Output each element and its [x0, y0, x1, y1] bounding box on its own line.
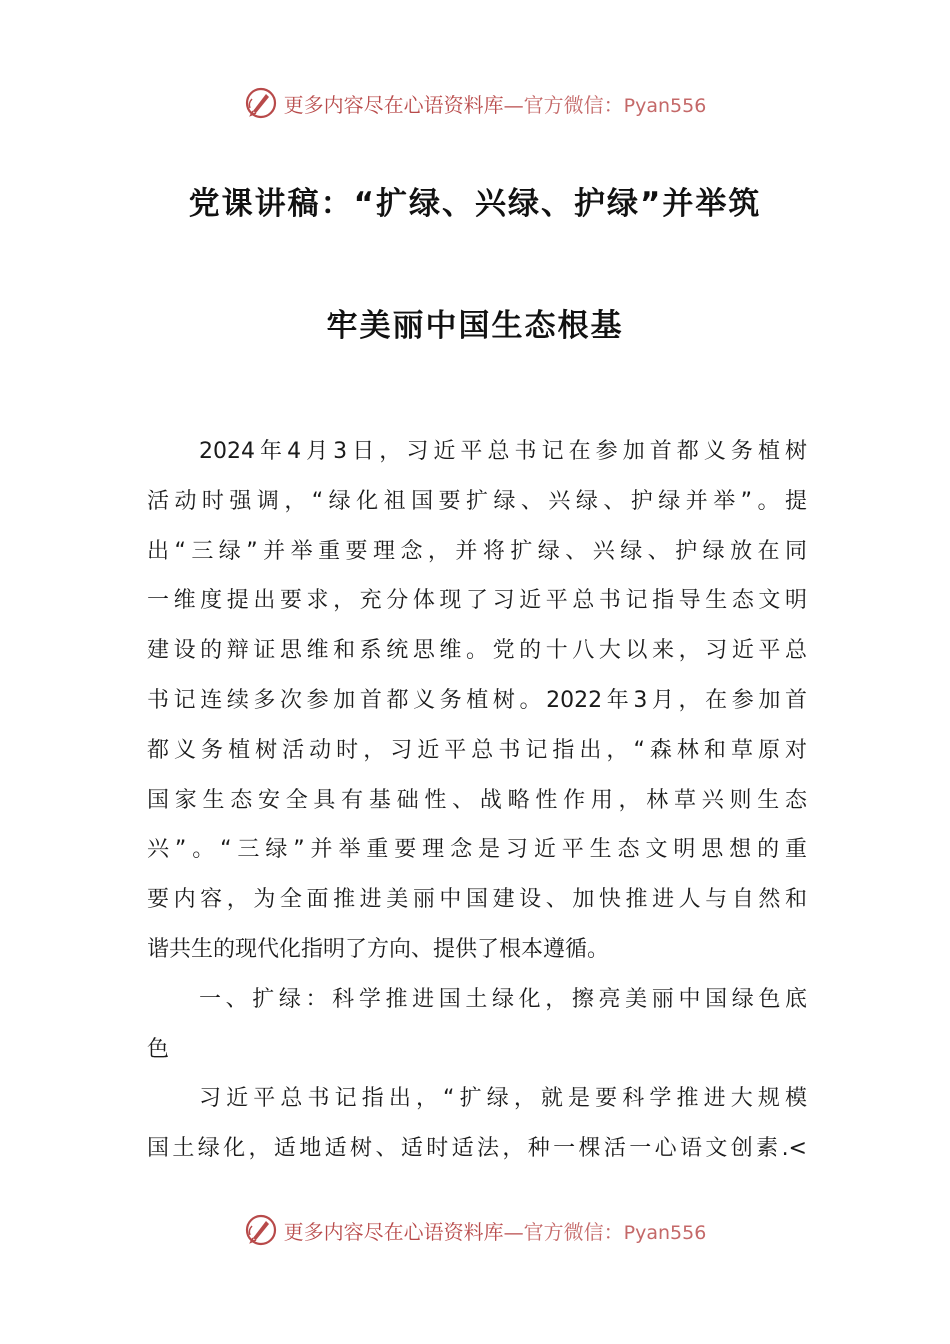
watermark-text [284, 1216, 707, 1245]
body-line: 要内容，为全面推进美丽中国建设、加快推进人与自然和 [147, 887, 807, 913]
document-title-line-2: 牢美丽中国生态根基 [326, 308, 624, 344]
watermark-wechat-id: Pyan556 [623, 94, 707, 117]
body-line: 兴”。“三绿”并举重要理念是习近平生态文明思想的重 [147, 837, 807, 863]
watermark-footer [0, 1210, 950, 1250]
watermark-brand: 更多内容尽在心语资料库 [283, 1219, 504, 1244]
section-heading-line: 色 [147, 1036, 170, 1062]
body-line: 都义务植树活动时，习近平总书记指出，“森林和草原对 [147, 737, 807, 763]
body-line: 建设的辩证思维和系统思维。党的十八大以来，习近平总 [147, 638, 807, 664]
body-line: 活动时强调，“绿化祖国要扩绿、兴绿、护绿并举”。提 [147, 488, 807, 514]
watermark-official: 官方微信： [523, 1219, 624, 1244]
quill-logo-icon [244, 86, 278, 120]
body-line: 出“三绿”并举重要理念，并将扩绿、兴绿、护绿放在同 [147, 538, 807, 564]
watermark-wechat-id: Pyan556 [623, 1221, 707, 1244]
quill-logo-icon [244, 1213, 278, 1247]
watermark-separator: — [503, 1219, 524, 1244]
watermark-official: 官方微信： [523, 92, 624, 117]
body-line: 谐共生的现代化指明了方向、提供了根本遵循。 [147, 936, 610, 962]
watermark-separator: — [503, 92, 524, 117]
document-title-line-1: 党课讲稿：“扩绿、兴绿、护绿”并举筑 [188, 186, 762, 222]
document-body [147, 427, 807, 1174]
body-line: 习近平总书记指出，“扩绿，就是要科学推进大规模 [199, 1086, 807, 1112]
watermark-brand: 更多内容尽在心语资料库 [283, 92, 504, 117]
body-line: 国家生态安全具有基础性、战略性作用，林草兴则生态 [147, 787, 807, 813]
body-line: 国土绿化，适地适树、适时适法，种一棵活一心语文创素.< [147, 1136, 807, 1162]
watermark-text [284, 89, 707, 118]
body-line: 一维度提出要求，充分体现了习近平总书记指导生态文明 [147, 588, 807, 614]
section-heading-line: 一、扩绿：科学推进国土绿化，擦亮美丽中国绿色底 [199, 986, 807, 1012]
body-line: 2024年4月3日，习近平总书记在参加首都义务植树 [199, 439, 807, 464]
watermark-header [0, 83, 950, 123]
body-line: 书记连续多次参加首都义务植树。2022年3月，在参加首 [147, 687, 807, 713]
